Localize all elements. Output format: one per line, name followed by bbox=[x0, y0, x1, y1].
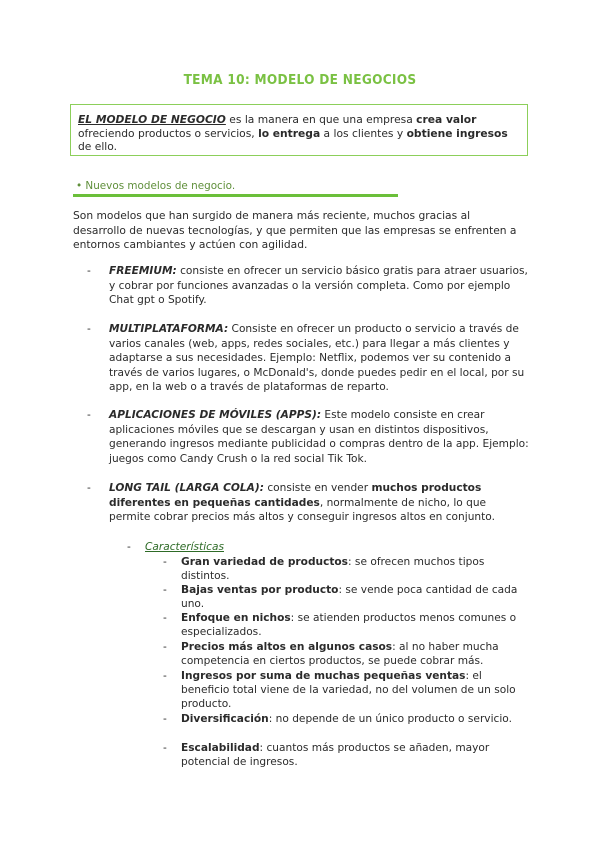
characteristic-item bbox=[163, 713, 521, 727]
characteristic-term: Ingresos por suma de muchas pequeñas ventas bbox=[181, 670, 466, 682]
characteristic-term: Precios más altos en algunos casos bbox=[181, 641, 393, 653]
section-underline bbox=[73, 194, 398, 197]
characteristic-desc: : se vende poca cantidad de cada uno. bbox=[181, 584, 518, 610]
characteristic-item bbox=[163, 670, 521, 711]
characteristic-item bbox=[163, 556, 521, 584]
definition-bold-3: obtiene ingresos bbox=[406, 126, 508, 140]
characteristic-bullet: - bbox=[163, 641, 167, 653]
definition-text-3: a los clientes y bbox=[320, 126, 407, 140]
item-text: , normalmente de nicho, lo que permite cobrar precios más altos y conseguir ingresos altos en conjunto. bbox=[109, 496, 495, 523]
definition-bold-2: lo entrega bbox=[258, 126, 321, 140]
item-name: APLICACIONES DE MÓVILES (APPS): bbox=[109, 409, 322, 421]
item-text: consiste en ofrecer un servicio básico gratis para atraer usuarios, y cobrar por funciones avanzadas o la versión completa. Como por ejemplo Chat gpt o Spotify. bbox=[109, 265, 528, 306]
section-heading: • Nuevos modelos de negocio. bbox=[76, 180, 236, 192]
item-name: LONG TAIL (LARGA COLA): bbox=[109, 482, 264, 494]
item-name: MULTIPLATAFORMA: bbox=[109, 323, 229, 335]
characteristic-term: Escalabilidad bbox=[181, 742, 260, 754]
characteristic-bullet: - bbox=[163, 584, 167, 596]
characteristic-term: Gran variedad de productos bbox=[181, 556, 348, 568]
list-dash: - bbox=[87, 323, 91, 335]
characteristic-term: Bajas ventas por producto bbox=[181, 584, 339, 596]
sub-list-dash: - bbox=[127, 541, 131, 553]
page-title: TEMA 10: MODELO DE NEGOCIOS bbox=[183, 72, 417, 88]
definition-text-4: de ello. bbox=[78, 140, 118, 153]
characteristic-bullet: - bbox=[163, 670, 167, 682]
list-dash: - bbox=[87, 265, 91, 277]
characteristic-bullet: - bbox=[163, 713, 167, 725]
characteristic-bullet: - bbox=[163, 612, 167, 624]
characteristic-desc: : no depende de un único producto o servicio. bbox=[268, 713, 512, 725]
item-text: Este modelo consiste en crear aplicaciones móviles que se descargan y usan en distintos dispositivos, generando ingresos mediante publicidad o compras dentro de la app. Ejemplo: juegos como Candy Crush o la red social Tik Tok. bbox=[109, 409, 529, 465]
characteristic-desc: : se ofrecen muchos tipos distintos. bbox=[181, 556, 485, 582]
characteristic-desc: : el beneficio total viene de la variedad, no del volumen de un solo producto. bbox=[181, 670, 516, 710]
characteristic-item bbox=[163, 742, 521, 770]
characteristics-label: Características bbox=[145, 541, 224, 553]
characteristic-item bbox=[163, 641, 521, 669]
list-item-long-tail bbox=[87, 481, 529, 525]
characteristic-desc: : al no haber mucha competencia en ciertos productos, se puede cobrar más. bbox=[181, 641, 499, 667]
characteristic-term: Enfoque en nichos bbox=[181, 612, 291, 624]
list-dash: - bbox=[87, 409, 91, 421]
item-bold: muchos productos diferentes en pequeñas cantidades bbox=[109, 482, 482, 509]
definition-text-1: es la manera en que una empresa bbox=[225, 113, 417, 126]
list-item-multiplataforma bbox=[87, 322, 529, 395]
characteristic-item bbox=[163, 612, 521, 640]
definition-bold-1: crea valor bbox=[416, 113, 477, 126]
characteristic-desc: : se atienden productos menos comunes o especializados. bbox=[181, 612, 517, 638]
characteristic-item bbox=[163, 584, 521, 612]
characteristic-term: Diversificación bbox=[181, 713, 269, 725]
list-item-freemium bbox=[87, 264, 529, 308]
definition-term: EL MODELO DE NEGOCIO bbox=[78, 113, 226, 126]
list-item-apps bbox=[87, 408, 529, 466]
definition-text-2: ofreciendo productos o servicios, bbox=[78, 126, 259, 140]
item-name: FREEMIUM: bbox=[109, 265, 177, 277]
characteristic-bullet: - bbox=[163, 742, 167, 754]
section-intro: Son modelos que han surgido de manera más reciente, muchos gracias al desarrollo de nuevas tecnologías, y que permiten que las empresas se enfrenten a entornos cambiantes y actúen con agilidad. bbox=[73, 209, 517, 251]
item-text: consiste en vender bbox=[263, 482, 372, 494]
item-text: Consiste en ofrecer un producto o servicio a través de varios canales (web, apps, redes sociales, etc.) para llegar a más clientes y adaptarse a sus necesidades. Ejemplo: Netflix, podemos ver su contenido a través de varios lugares, o McDonald's, donde puedes pedir en el local, por su app, en la web o a través de plataformas de reparto. bbox=[109, 323, 525, 393]
characteristic-desc: : cuantos más productos se añaden, mayor potencial de ingresos. bbox=[181, 742, 490, 768]
list-dash: - bbox=[87, 482, 91, 494]
definition-box bbox=[70, 104, 528, 156]
characteristic-bullet: - bbox=[163, 556, 167, 568]
